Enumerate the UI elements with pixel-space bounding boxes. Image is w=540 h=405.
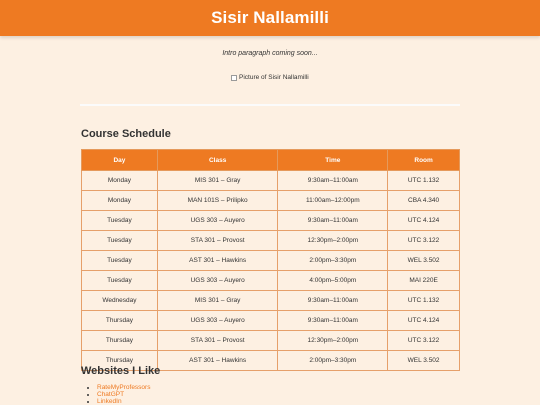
table-row <box>82 231 460 251</box>
room-cell: UTC 4.124 <box>388 311 460 331</box>
table-row <box>82 271 460 291</box>
column-header-class: Class <box>157 150 278 171</box>
class-cell: MIS 301 – Gray <box>157 171 278 191</box>
class-cell: STA 301 – Provost <box>157 231 278 251</box>
day-cell: Monday <box>82 191 158 211</box>
time-cell: 11:00am–12:00pm <box>278 191 388 211</box>
schedule-heading: Course Schedule <box>81 128 171 140</box>
day-cell: Thursday <box>82 351 158 371</box>
day-cell: Tuesday <box>82 211 158 231</box>
time-cell: 9:30am–11:00am <box>278 211 388 231</box>
day-cell: Wednesday <box>82 291 158 311</box>
room-cell: MAI 220E <box>388 271 460 291</box>
websites-heading: Websites I Like <box>81 365 161 377</box>
time-cell: 9:30am–11:00am <box>278 171 388 191</box>
day-cell: Thursday <box>82 311 158 331</box>
table-row <box>82 251 460 271</box>
class-cell: UGS 303 – Auyero <box>157 211 278 231</box>
room-cell: UTC 1.132 <box>388 291 460 311</box>
link-ratemyprofessors[interactable]: RateMyProfessors <box>97 384 151 391</box>
time-cell: 9:30am–11:00am <box>278 311 388 331</box>
profile-picture-alt-text: Picture of Sisir Nallamilli <box>239 74 309 81</box>
class-cell: AST 301 – Hawkins <box>157 251 278 271</box>
link-linkedin[interactable]: LinkedIn <box>97 398 122 405</box>
intro-paragraph: Intro paragraph coming soon... <box>222 50 318 57</box>
room-cell: WEL 3.502 <box>388 251 460 271</box>
class-cell: MIS 301 – Gray <box>157 291 278 311</box>
class-cell: STA 301 – Provost <box>157 331 278 351</box>
time-cell: 2:00pm–3:30pm <box>278 251 388 271</box>
room-cell: CBA 4.340 <box>388 191 460 211</box>
class-cell: MAN 101S – Prilipko <box>157 191 278 211</box>
room-cell: UTC 3.122 <box>388 231 460 251</box>
column-header-day: Day <box>82 150 158 171</box>
table-row <box>82 171 460 191</box>
profile-picture <box>231 74 309 81</box>
room-cell: WEL 3.502 <box>388 351 460 371</box>
time-cell: 12:30pm–2:00pm <box>278 231 388 251</box>
room-cell: UTC 4.124 <box>388 211 460 231</box>
link-chatgpt[interactable]: ChatGPT <box>97 391 125 398</box>
day-cell: Thursday <box>82 331 158 351</box>
table-row <box>82 291 460 311</box>
table-row <box>82 331 460 351</box>
time-cell: 2:00pm–3:30pm <box>278 351 388 371</box>
column-header-room: Room <box>388 150 460 171</box>
class-cell: UGS 303 – Auyero <box>157 271 278 291</box>
table-row <box>82 211 460 231</box>
course-schedule-table <box>81 149 460 371</box>
site-header <box>0 0 540 36</box>
list-item <box>97 384 150 391</box>
room-cell: UTC 3.122 <box>388 331 460 351</box>
page-title: Sisir Nallamilli <box>211 8 329 27</box>
table-row <box>82 311 460 331</box>
time-cell: 9:30am–11:00am <box>278 291 388 311</box>
websites-list <box>81 384 150 405</box>
column-header-time: Time <box>278 150 388 171</box>
list-item <box>97 398 150 405</box>
room-cell: UTC 1.132 <box>388 171 460 191</box>
class-cell: AST 301 – Hawkins <box>157 351 278 371</box>
day-cell: Monday <box>82 171 158 191</box>
list-item <box>97 391 150 398</box>
day-cell: Tuesday <box>82 271 158 291</box>
time-cell: 12:30pm–2:00pm <box>278 331 388 351</box>
broken-image-icon <box>231 75 237 81</box>
section-divider <box>80 104 460 106</box>
table-header-row <box>82 150 460 171</box>
time-cell: 4:00pm–5:00pm <box>278 271 388 291</box>
day-cell: Tuesday <box>82 251 158 271</box>
table-row <box>82 191 460 211</box>
day-cell: Tuesday <box>82 231 158 251</box>
class-cell: UGS 303 – Auyero <box>157 311 278 331</box>
